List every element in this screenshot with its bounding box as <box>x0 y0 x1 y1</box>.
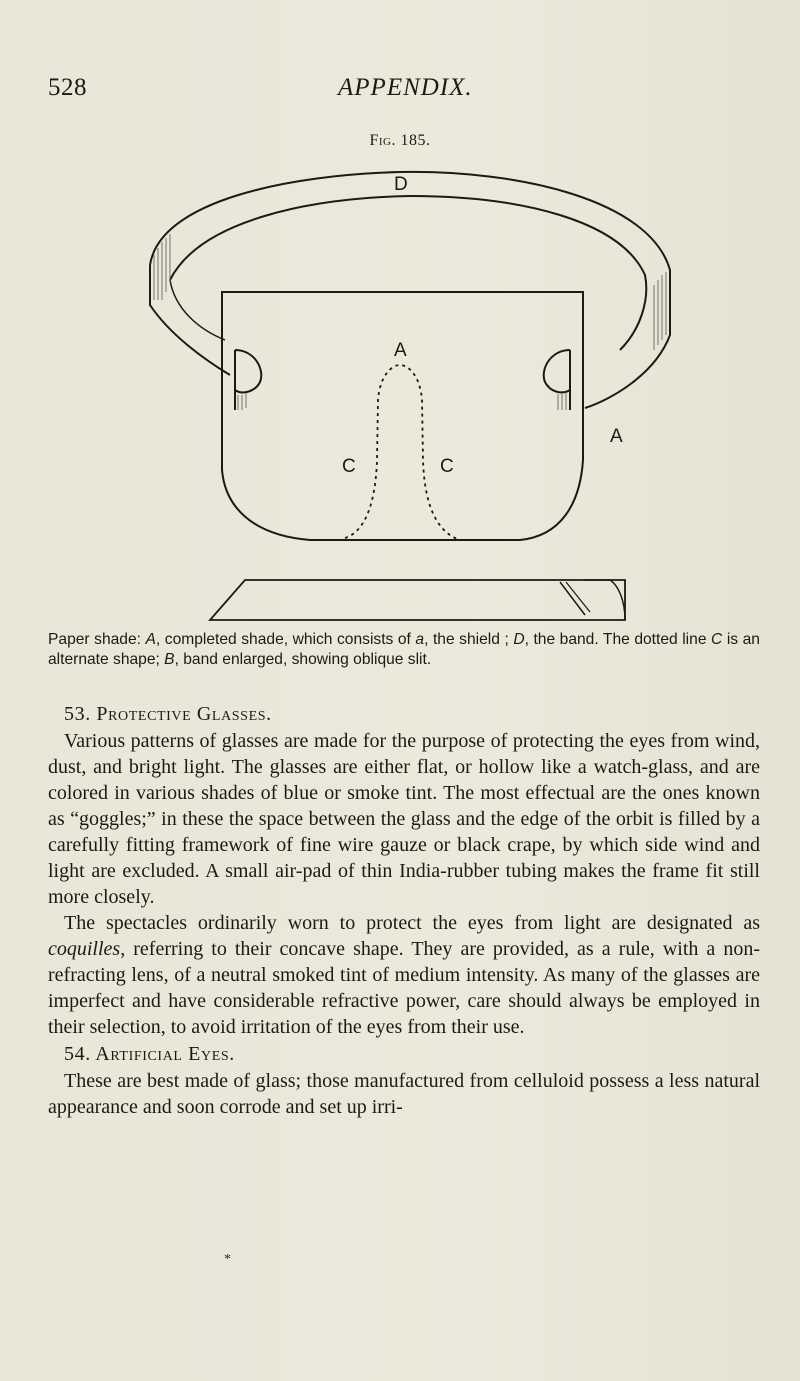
paragraph-artificial-eyes: These are best made of glass; those manufactured from celluloid possess a less natural appearance and soon corrode and set up irri- <box>48 1070 760 1118</box>
page-header <box>48 74 760 110</box>
section-heading-artificial-eyes: 54. Artificial Eyes. <box>64 1043 235 1065</box>
caption-letter-c: C <box>711 631 723 648</box>
shield-left-tab <box>235 350 261 410</box>
section-heading-protective-glasses: 53. Protective Glasses. <box>64 703 272 725</box>
coquilles-term: coquilles <box>48 938 121 960</box>
running-head: APPENDIX. <box>338 74 473 101</box>
coquilles-text-post: , referring to their concave shape. They are provided, as a rule, with a non-refracting lens, of a neutral smoked tint of medium intensity. As many of the glasses are imperfect and have considerable refractive power, care should always be employed in their selection, to avoid irritation of the eyes from their use. <box>48 938 760 1038</box>
band-slit-2 <box>566 582 590 612</box>
band-outer-edge <box>150 172 670 408</box>
letter-d: D <box>394 174 408 195</box>
letter-c-left: C <box>342 456 356 477</box>
caption-text-6: , band enlarged, showing oblique slit. <box>174 651 432 668</box>
letter-a-side: A <box>610 426 623 447</box>
band-left-shading <box>154 234 170 300</box>
paragraph-coquilles <box>48 910 760 1040</box>
body-text <box>48 701 760 1120</box>
coquilles-text-pre: The spectacles ordinarily worn to protect the eyes from light are designated as <box>64 912 760 934</box>
nose-cutout-dotted <box>345 365 460 540</box>
caption-text-1: Paper shade: <box>48 631 146 648</box>
figure-caption <box>48 630 760 670</box>
paper-shade-figure <box>130 160 690 625</box>
letter-c-right: C <box>440 456 454 477</box>
caption-letter-a: A <box>145 631 156 648</box>
paragraph-goggles: Various patterns of glasses are made for the purpose of protecting the eyes from wind, dust, and bright light. The glasses are either flat, or hollow like a watch-glass, and are colored in various shades of blue or smoke tint. The most effectual are the ones known as “goggles;” in these the space between the glass and the edge of the orbit is filled by a carefully fitting framework of fine wire gauze or black crape, by which side wind and light are excluded. A small air-pad of thin India-rubber tubing makes the frame fit still more closely. <box>48 730 760 908</box>
paper-shade-illustration <box>130 160 690 625</box>
caption-letter-d: D <box>513 631 525 648</box>
figure-label: Fig. 185. <box>369 132 431 149</box>
caption-text-2: , completed shade, which consists of <box>155 631 416 648</box>
page-number: 528 <box>48 74 87 101</box>
band-slit <box>560 582 585 615</box>
caption-letter-a-small: a <box>415 631 425 648</box>
band-left-inner <box>170 280 225 340</box>
band-b-end <box>585 580 625 620</box>
band-inner-edge <box>170 196 646 350</box>
right-tab-shading <box>558 392 566 410</box>
caption-text-4: , the band. The dotted line <box>524 631 712 648</box>
band-right-shading <box>654 272 666 350</box>
shield-outline <box>222 292 583 540</box>
caption-text-5: is an alternate shape; <box>48 631 760 668</box>
caption-letter-b: B <box>164 651 175 668</box>
letter-a-shield: A <box>394 340 407 361</box>
caption-text-3: , the shield ; <box>424 631 514 648</box>
left-tab-shading <box>238 393 246 410</box>
stray-mark: * <box>224 1252 231 1267</box>
